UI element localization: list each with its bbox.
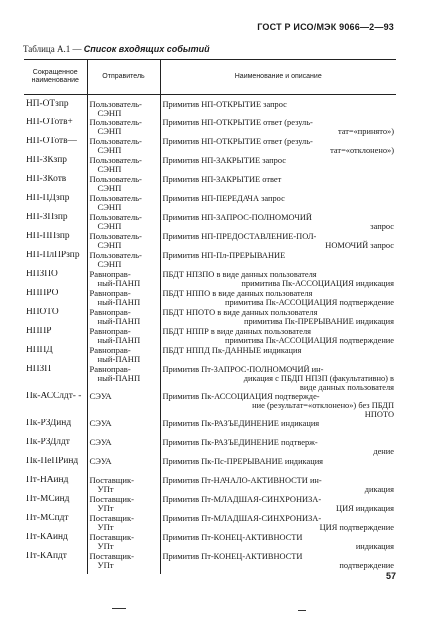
event-sender (87, 251, 160, 270)
sender-line: УПт (97, 560, 114, 570)
description-line: Примитив Пт-МЛАДШАЯ-СИНХРОНИЗА- (162, 495, 322, 504)
description-line: Примитив НП-ПЕРЕДАЧА запрос (162, 194, 285, 203)
table-caption-title: Список входящих событий (83, 44, 210, 54)
table-row (24, 95, 396, 119)
event-abbreviation: НПЗП (26, 365, 52, 374)
table-row (24, 289, 396, 308)
description-line: Примитив НП-ПРЕДОСТАВЛЕНИЕ-ПОЛ- (162, 232, 317, 241)
sender-line: Пользователь- (89, 137, 142, 146)
event-description (160, 419, 396, 438)
event-sender (87, 419, 160, 438)
sender-line: Поставщик- (89, 476, 135, 485)
event-abbreviation: Пк-ПеПРинд (26, 457, 79, 466)
event-sender (87, 156, 160, 175)
sender-line: Равноправ- (89, 289, 131, 298)
events-table (24, 59, 396, 574)
event-abbreviation: НП-ПДзпр (26, 194, 70, 203)
event-abbreviation: Пт-НАинд (26, 476, 69, 485)
event-abbreviation: НП-ОТзпр (26, 99, 69, 109)
event-abbreviation: Пт-МСинд (26, 495, 70, 504)
sender-line: Равноправ- (89, 270, 131, 279)
description-line: Примитив Пк-АССОЦИАЦИЯ подтвержде- (162, 392, 320, 401)
description-line: ЦИЯ индикация (336, 504, 394, 513)
event-description (160, 327, 396, 346)
description-line: Примитив НП-ОТКРЫТИЕ запрос (162, 100, 287, 109)
event-description (160, 194, 396, 213)
description-line: ПБДТ НППО в виде данных пользователя (162, 289, 313, 298)
event-sender (87, 308, 160, 327)
table-caption-label: Таблица А.1 — (23, 44, 82, 54)
sender-line: СЭНП (97, 126, 122, 136)
event-abbreviation: Пт-МСпдт (26, 514, 69, 523)
description-line: дикация с ПБДП НПЗП (факультативно) в (243, 374, 394, 383)
event-description (160, 118, 396, 137)
description-line: тат=«принято») (337, 127, 394, 136)
event-sender (87, 232, 160, 251)
description-line: подтверждение (339, 561, 394, 570)
event-abbreviation: НП-ОТотв+ (26, 118, 73, 127)
sender-line: Равноправ- (89, 327, 131, 336)
event-description (160, 251, 396, 270)
table-row (24, 552, 396, 574)
event-abbreviation: Пк-АССлдт- - (26, 392, 82, 401)
table-caption (23, 44, 210, 54)
scan-mark (112, 608, 126, 609)
event-description (160, 346, 396, 365)
sender-line: СЭУА (89, 419, 112, 428)
description-line: примитива Пк-ПРЕРЫВАНИЕ индикация (243, 317, 394, 326)
description-line: примитива Пк-АССОЦИАЦИЯ подтверждение (224, 336, 394, 345)
table-row (24, 392, 396, 419)
event-description (160, 175, 396, 194)
description-line: виде данных пользователя (299, 383, 394, 392)
event-abbreviation: НП-ОТотв— (26, 137, 77, 146)
event-description (160, 438, 396, 457)
sender-line: Пользователь- (89, 156, 142, 165)
sender-line: УПт (97, 522, 114, 532)
description-line: Примитив Пт-НАЧАЛО-АКТИВНОСТИ ин- (162, 476, 322, 485)
table-row (24, 308, 396, 327)
sender-line: Поставщик- (89, 552, 135, 561)
event-abbreviation: Пт-КАпдт (26, 552, 67, 561)
table-row (24, 365, 396, 392)
description-line: Примитив Пт-КОНЕЦ-АКТИВНОСТИ (162, 552, 303, 561)
event-abbreviation: НППР (26, 327, 52, 336)
event-abbreviation: Пк-РЗДинд (26, 419, 72, 428)
sender-line: ный-ПАНП (97, 316, 141, 326)
event-abbreviation: НП-ПлПРзпр (26, 251, 80, 260)
event-abbreviation: НПЗПО (26, 270, 58, 279)
description-line: Примитив Пк-РАЗЪЕДИНЕНИЕ подтверж- (162, 438, 318, 447)
table-row (24, 514, 396, 533)
scan-mark (298, 610, 306, 611)
sender-line: Пользователь- (89, 118, 142, 127)
table-row (24, 194, 396, 213)
sender-line: Поставщик- (89, 533, 135, 542)
table-row (24, 476, 396, 495)
event-sender (87, 457, 160, 476)
event-sender (87, 327, 160, 346)
table-row (24, 213, 396, 232)
sender-line: СЭНП (97, 183, 122, 193)
sender-line: Поставщик- (89, 514, 135, 523)
sender-line: СЭНП (97, 202, 122, 212)
sender-line: СЭНП (97, 240, 122, 250)
event-sender (87, 438, 160, 457)
description-line: Примитив Пк-Пс-ПРЕРЫВАНИЕ индикация (162, 457, 324, 466)
description-line: Примитив НП-ОТКРЫТИЕ ответ (резуль- (162, 118, 313, 127)
event-description (160, 495, 396, 514)
event-description (160, 365, 396, 392)
sender-line: УПт (97, 541, 114, 551)
event-description (160, 392, 396, 419)
event-sender (87, 213, 160, 232)
event-sender (87, 533, 160, 552)
description-line: Примитив Пк-РАЗЪЕДИНЕНИЕ индикация (162, 419, 320, 428)
description-line: ПБДТ НПЗПО в виде данных пользователя (162, 270, 317, 279)
description-line: Примитив НП-ОТКРЫТИЕ ответ (резуль- (162, 137, 313, 146)
event-sender (87, 552, 160, 574)
sender-line: СЭНП (97, 108, 122, 118)
sender-line: ный-ПАНП (97, 354, 141, 364)
sender-line: Пользователь- (89, 232, 142, 241)
sender-line: Пользователь- (89, 99, 142, 109)
sender-line: ный-ПАНП (97, 373, 141, 383)
sender-line: ный-ПАНП (97, 335, 141, 345)
description-line: ЦИЯ подтверждение (319, 523, 394, 532)
column-header-sender: Отправитель (87, 60, 160, 95)
event-description (160, 95, 396, 119)
description-line: дикация (364, 485, 394, 494)
event-sender (87, 137, 160, 156)
column-header-description: Наименование и описание (160, 60, 396, 95)
event-abbreviation: Пк-РЗДлдт (26, 438, 70, 447)
event-sender (87, 514, 160, 533)
sender-line: Пользователь- (89, 251, 142, 260)
sender-line: Пользователь- (89, 213, 142, 222)
description-line: Примитив НП-ЗАКРЫТИЕ запрос (162, 156, 286, 165)
sender-line: ный-ПАНП (97, 297, 141, 307)
event-sender (87, 270, 160, 289)
event-description (160, 289, 396, 308)
table-body (24, 95, 396, 575)
sender-line: Поставщик- (89, 495, 135, 504)
table-row (24, 346, 396, 365)
description-line: Примитив Пт-КОНЕЦ-АКТИВНОСТИ (162, 533, 303, 542)
event-description (160, 156, 396, 175)
table-row (24, 457, 396, 476)
table-row (24, 232, 396, 251)
event-abbreviation: НП-ЗПзпр (26, 213, 68, 222)
description-line: Примитив НП-ЗАКРЫТИЕ ответ (162, 175, 282, 184)
table-row (24, 251, 396, 270)
event-sender (87, 365, 160, 392)
event-abbreviation: НП-ЗКотв (26, 175, 67, 184)
description-line: тат=«отклонено») (330, 146, 394, 155)
event-abbreviation: НП-ЗКзпр (26, 156, 67, 165)
sender-line: СЭНП (97, 259, 122, 269)
event-sender (87, 346, 160, 365)
event-description (160, 476, 396, 495)
table-row (24, 156, 396, 175)
event-sender (87, 476, 160, 495)
description-line: примитива Пк-АССОЦИАЦИЯ индикация (241, 279, 394, 288)
sender-line: ный-ПАНП (97, 278, 141, 288)
sender-line: УПт (97, 484, 114, 494)
event-description (160, 232, 396, 251)
table-row (24, 175, 396, 194)
event-sender (87, 194, 160, 213)
sender-line: СЭУА (89, 392, 112, 401)
event-description (160, 213, 396, 232)
description-line: Примитив НП-Пл-ПРЕРЫВАНИЕ (162, 251, 286, 260)
event-description (160, 533, 396, 552)
event-sender (87, 495, 160, 514)
sender-line: Равноправ- (89, 346, 131, 355)
table-row (24, 118, 396, 137)
event-description (160, 552, 396, 574)
description-line: Примитив Пт-ЗАПРОС-ПОЛНОМОЧИЙ ин- (162, 365, 324, 374)
event-abbreviation: НПОТО (26, 308, 59, 317)
sender-line: Пользователь- (89, 194, 142, 203)
description-line: НПОТО (364, 410, 394, 419)
sender-line: СЭНП (97, 221, 122, 231)
event-sender (87, 175, 160, 194)
table-row (24, 495, 396, 514)
event-description (160, 514, 396, 533)
sender-line: Пользователь- (89, 175, 142, 184)
sender-line: Равноправ- (89, 365, 131, 374)
sender-line: Равноправ- (89, 308, 131, 317)
description-line: запрос (370, 222, 394, 231)
event-sender (87, 95, 160, 119)
sender-line: СЭУА (89, 457, 112, 466)
sender-line: СЭНП (97, 164, 122, 174)
description-line: ПБДТ НППД Пк-ДАННЫЕ индикация (162, 346, 302, 355)
sender-line: СЭНП (97, 145, 122, 155)
event-abbreviation: Пт-КАинд (26, 533, 68, 542)
description-line: дение (373, 447, 394, 456)
sender-line: УПт (97, 503, 114, 513)
event-description (160, 270, 396, 289)
table-row (24, 270, 396, 289)
table-header-row (24, 60, 396, 95)
event-sender (87, 289, 160, 308)
page-number: 57 (385, 571, 396, 581)
description-line: ПБДТ НППР в виде данных пользователя (162, 327, 312, 336)
description-line: НОМОЧИЙ запрос (325, 241, 394, 250)
table-row (24, 438, 396, 457)
sender-line: СЭУА (89, 438, 112, 447)
description-line: Примитив НП-ЗАПРОС-ПОЛНОМОЧИЙ (162, 213, 312, 222)
event-description (160, 308, 396, 327)
event-description (160, 137, 396, 156)
standard-designation: ГОСТ Р ИСО/МЭК 9066—2—93 (257, 22, 394, 32)
event-sender (87, 118, 160, 137)
table-row (24, 533, 396, 552)
table-row (24, 419, 396, 438)
column-header-name: Сокращенное наименование (24, 60, 87, 95)
description-line: ние (результат=«отклонено») без ПБДП (252, 401, 394, 410)
event-description (160, 457, 396, 476)
description-line: Примитив Пт-МЛАДШАЯ-СИНХРОНИЗА- (162, 514, 322, 523)
table-row (24, 137, 396, 156)
event-abbreviation: НППРО (26, 289, 59, 298)
event-abbreviation: НППД (26, 346, 53, 355)
description-line: индикация (355, 542, 394, 551)
description-line: примитива Пк-АССОЦИАЦИЯ подтверждение (224, 298, 394, 307)
event-abbreviation: НП-ППзпр (26, 232, 70, 241)
description-line: ПБДТ НПОТО в виде данных пользователя (162, 308, 318, 317)
event-sender (87, 392, 160, 419)
table-row (24, 327, 396, 346)
